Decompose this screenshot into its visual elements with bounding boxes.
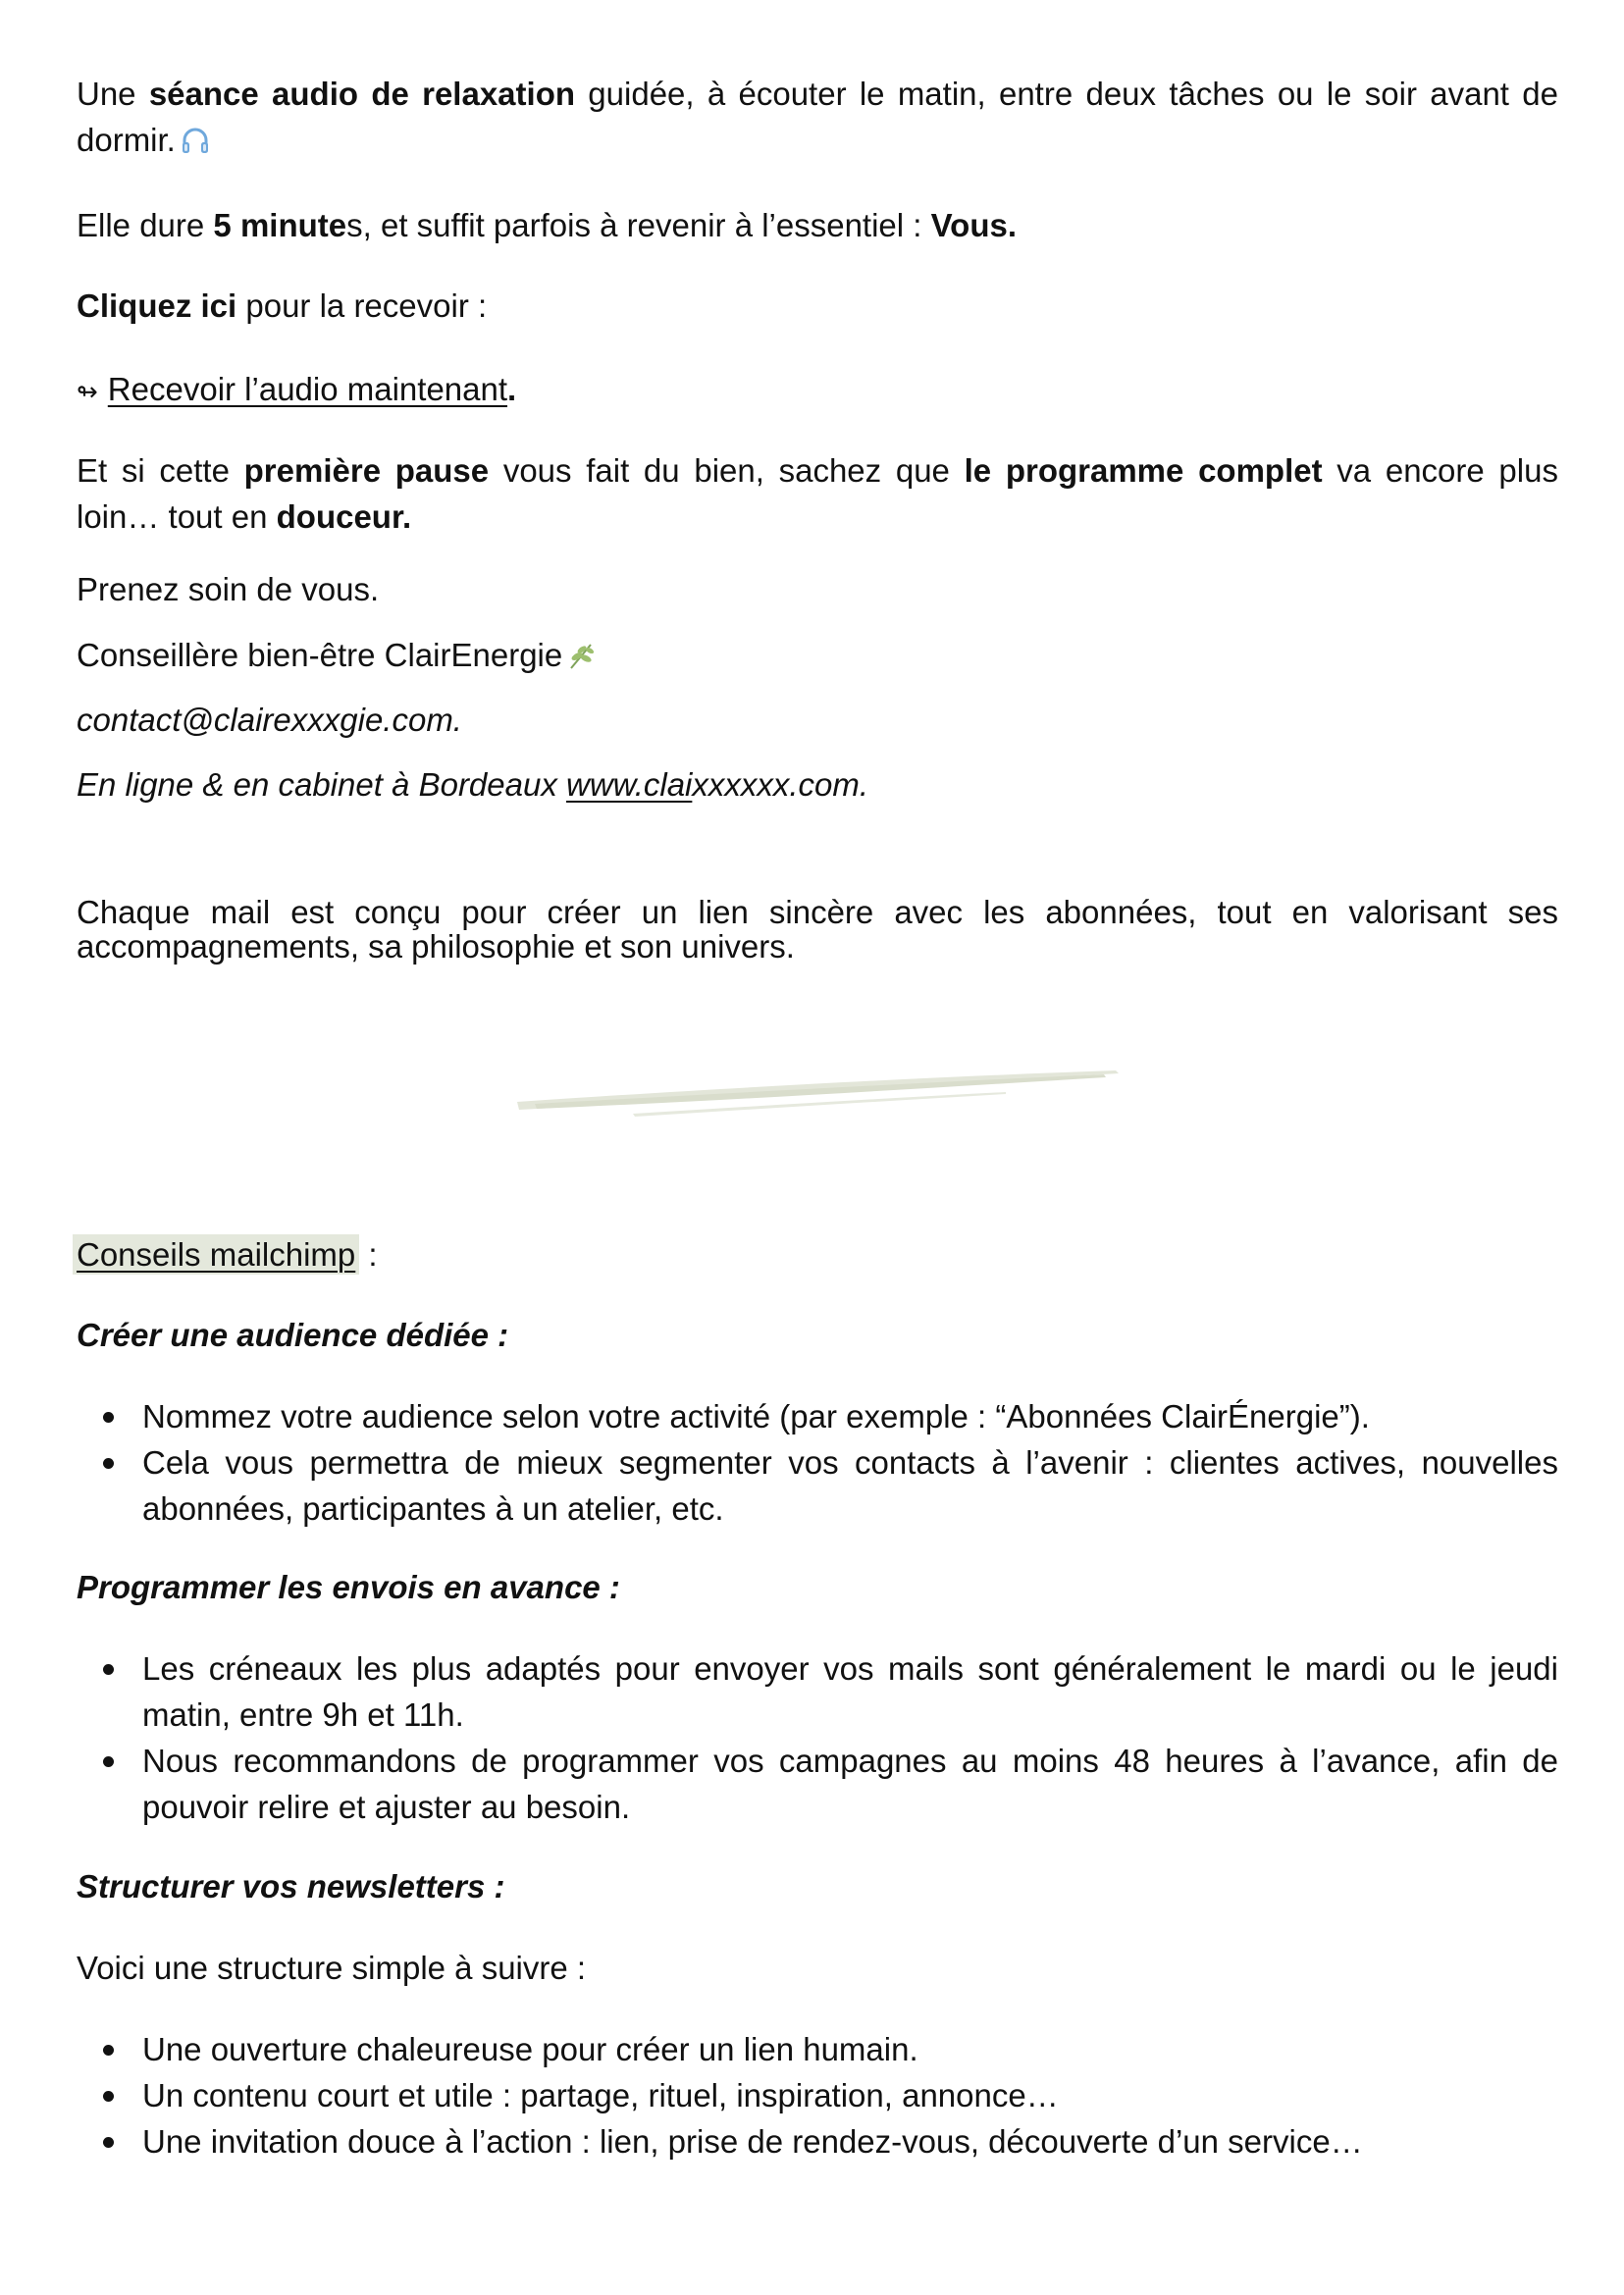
signature-email: contact@clairexxxgie.com. bbox=[77, 702, 462, 738]
text: xxxxxx.com. bbox=[692, 766, 869, 803]
bold-text: 5 minute bbox=[213, 207, 347, 243]
bold-text: Cliquez ici bbox=[77, 287, 237, 324]
intro-paragraph-program bbox=[77, 447, 1558, 540]
text: pour la recevoir : bbox=[236, 287, 488, 324]
bullet-list bbox=[77, 2026, 1558, 2165]
bold-text: Vous. bbox=[930, 207, 1018, 243]
leaf-icon bbox=[566, 637, 598, 683]
list-item: Une invitation douce à l’action : lien, prise de rendez-vous, découverte d’un service… bbox=[77, 2118, 1558, 2165]
text: s, et suffit parfois à revenir à l’essentiel : bbox=[346, 207, 931, 243]
arrow-icon: ↬ bbox=[77, 378, 98, 407]
text: Et si cette bbox=[77, 452, 244, 489]
intro-paragraph-audio bbox=[77, 71, 1558, 168]
note-paragraph: Chaque mail est conçu pour créer un lien sincère avec les abonnées, tout en valorisant ses accompagnements, sa philosophie et son univers. bbox=[77, 894, 1558, 965]
section-intro: Voici une structure simple à suivre : bbox=[77, 1950, 587, 1986]
headphones-icon bbox=[180, 122, 211, 168]
text: Une bbox=[77, 76, 149, 112]
website-link[interactable]: www.clai bbox=[566, 766, 693, 803]
intro-paragraph-cta bbox=[77, 283, 1558, 329]
text: : bbox=[359, 1236, 378, 1273]
text: En ligne & en cabinet à Bordeaux bbox=[77, 766, 567, 803]
text: vous fait du bien, sachez que bbox=[489, 452, 965, 489]
bold-text: séance audio de relaxation bbox=[148, 76, 576, 112]
bold-text: le programme complet bbox=[964, 452, 1323, 489]
audio-link-line bbox=[77, 366, 1558, 416]
text: va encore plus loin… tout en bbox=[77, 452, 1558, 535]
mailchimp-tips-link[interactable]: Conseils mailchimp bbox=[73, 1234, 359, 1275]
text: Elle dure bbox=[77, 207, 214, 243]
list-item: Nommez votre audience selon votre activité (par exemple : “Abonnées ClairÉnergie”). bbox=[77, 1393, 1558, 1439]
bullet-list bbox=[77, 1393, 1558, 1532]
signature-name bbox=[77, 632, 1558, 683]
list-item: Un contenu court et utile : partage, rituel, inspiration, annonce… bbox=[77, 2072, 1558, 2118]
list-item: Nous recommandons de programmer vos campagnes au moins 48 heures à l’avance, afin de pouvoir relire et ajuster au besoin. bbox=[77, 1738, 1558, 1830]
section-heading: Structurer vos newsletters : bbox=[77, 1868, 505, 1904]
section-heading: Programmer les envois en avance : bbox=[77, 1569, 620, 1605]
bold-text: première pause bbox=[243, 452, 490, 489]
text: . bbox=[507, 371, 517, 407]
bold-text: douceur. bbox=[276, 498, 412, 535]
brush-stroke-divider bbox=[515, 1065, 1124, 1123]
list-item: Une ouverture chaleureuse pour créer un lien humain. bbox=[77, 2026, 1558, 2072]
signature-location bbox=[77, 761, 1558, 808]
section-heading: Créer une audience dédiée : bbox=[77, 1317, 509, 1353]
list-item: Les créneaux les plus adaptés pour envoyer vos mails sont généralement le mardi ou le jeudi matin, entre 9h et 11h. bbox=[77, 1645, 1558, 1738]
text: Conseillère bien-être ClairEnergie bbox=[77, 637, 563, 673]
tips-title bbox=[77, 1231, 1558, 1278]
receive-audio-link[interactable]: Recevoir l’audio maintenant bbox=[107, 371, 508, 407]
bullet-list bbox=[77, 1645, 1558, 1830]
list-item: Cela vous permettra de mieux segmenter vos contacts à l’avenir : clientes actives, nouvelles abonnées, participantes à un atelier, etc. bbox=[77, 1439, 1558, 1532]
text: guidée, à écouter le matin, entre deux tâches ou le soir avant de dormir. bbox=[77, 76, 1558, 158]
signature-greeting: Prenez soin de vous. bbox=[77, 571, 380, 607]
intro-paragraph-duration bbox=[77, 202, 1558, 248]
